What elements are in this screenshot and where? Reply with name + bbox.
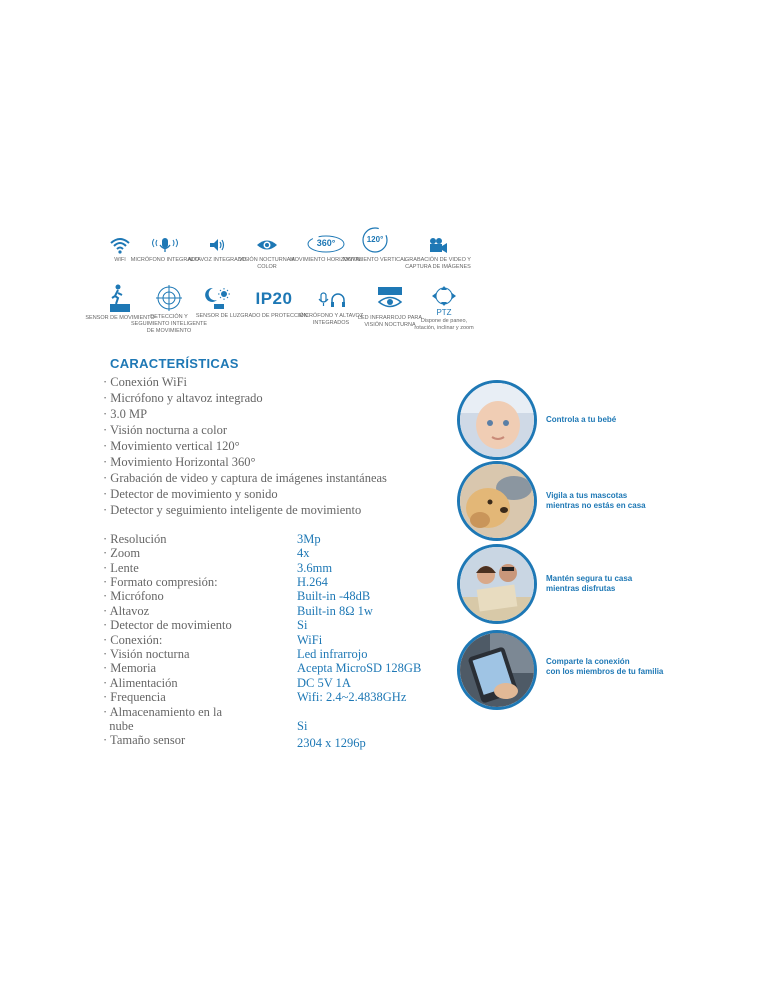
- spec-value: Wifi: 2.4~2.4838GHz: [297, 690, 407, 704]
- list-item: · Grabación de video y captura de imágenes instantáneas: [103, 471, 387, 485]
- rotate-120-label: 120°: [366, 235, 384, 244]
- spec-label: · Resolución: [103, 532, 167, 546]
- spec-label: · Altavoz: [103, 604, 150, 618]
- list-item: · Visión nocturna a color: [103, 423, 227, 437]
- spec-label: · Zoom: [103, 546, 141, 560]
- spec-value: Built-in 8Ω 1w: [297, 604, 373, 618]
- photo-dog: [457, 461, 537, 541]
- rotate-360-label: 360°: [316, 238, 336, 248]
- phone-photo-icon: [460, 633, 534, 707]
- spec-label: · Frequencia: [103, 690, 166, 704]
- spec-label: · Lente: [103, 561, 139, 575]
- use-caption: con los miembros de tu familia: [546, 667, 664, 676]
- icon-caption: VISIÓN NOCTURNA A COLOR: [239, 257, 295, 270]
- crosshair-icon: [156, 285, 182, 311]
- spec-label: · Almacenamiento en la: [103, 705, 223, 719]
- video-camera-icon: [426, 236, 450, 254]
- spec-label: · Visión nocturna: [103, 647, 190, 661]
- spec-value: 3Mp: [297, 532, 321, 546]
- spec-value: WiFi: [297, 633, 323, 647]
- dog-photo-icon: [460, 464, 534, 538]
- use-caption: Vigila a tus mascotas: [546, 491, 628, 500]
- feature-icon-video: [400, 236, 476, 271]
- mic-headphone-icon: [316, 290, 346, 310]
- use-caption: Controla a tu bebé: [546, 415, 617, 424]
- icon-caption: SENSOR DE LUZ: [195, 313, 241, 319]
- couple-photo-icon: [460, 547, 534, 621]
- spec-value: 4x: [297, 546, 310, 560]
- spec-label: · Formato compresión:: [103, 575, 218, 589]
- list-item: · Movimiento vertical 120°: [103, 439, 240, 453]
- spec-value: 3.6mm: [297, 561, 333, 575]
- icon-caption: MOVIMIENTO HORIZONTAL: [290, 257, 362, 263]
- infrared-icon: [375, 286, 405, 312]
- list-item: · Conexión WiFi: [103, 375, 187, 389]
- spec-value: Si: [297, 618, 308, 632]
- ptz-arrows-icon: [430, 285, 458, 307]
- icon-caption: MOVIMIENTO VERTICAL: [343, 257, 407, 263]
- list-item: · Micrófono y altavoz integrado: [103, 391, 263, 405]
- light-sensor-icon: [205, 286, 231, 310]
- spec-label: nube: [103, 719, 134, 733]
- spec-label: · Alimentación: [103, 676, 178, 690]
- feature-icon-ptz: [406, 285, 482, 332]
- use-caption: mientras no estás en casa: [546, 501, 646, 510]
- eye-icon: [255, 236, 279, 254]
- spec-label: · Conexión:: [103, 633, 163, 647]
- use-caption: Mantén segura tu casa: [546, 574, 633, 583]
- icon-caption: MICRÓFONO Y ALTAVOZ INTEGRADOS: [298, 313, 364, 326]
- icon-caption: ALTAVOZ INTEGRADO: [187, 257, 247, 263]
- icon-caption: LED INFRARROJO PARA VISIÓN NOCTURNA: [357, 315, 423, 328]
- spec-label: · Micrófono: [103, 589, 164, 603]
- icon-caption: Dispone de paneo, rotación, inclinar y zoom: [414, 318, 474, 331]
- icon-caption: MICRÓFONO INTEGRADO: [130, 257, 200, 263]
- photo-phone: [457, 630, 537, 710]
- list-item: · Detector y seguimiento inteligente de movimiento: [103, 503, 362, 517]
- list-item: · Detector de movimiento y sonido: [103, 487, 278, 501]
- list-item: · 3.0 MP: [103, 407, 148, 421]
- microphone-icon: [151, 236, 179, 254]
- spec-label: · Tamaño sensor: [103, 733, 186, 747]
- spec-value: Si: [297, 719, 308, 733]
- icon-caption: WIFI: [114, 257, 126, 263]
- list-item: · Movimiento Horizontal 360°: [103, 455, 256, 469]
- icon-caption: DETECCIÓN Y SEGUIMIENTO INTELIGENTE DE MOVIMIENTO: [131, 314, 207, 334]
- baby-photo-icon: [460, 383, 534, 457]
- icon-caption: GRADO DE PROTECCIÓN: [240, 313, 308, 319]
- section-title: CARACTERÍSTICAS: [110, 356, 239, 371]
- photo-baby: [457, 380, 537, 460]
- icon-caption: GRABACIÓN DE VIDEO Y CAPTURA DE IMÁGENES: [405, 257, 471, 270]
- spec-value: 2304 x 1296p: [297, 736, 366, 750]
- spec-value: H.264: [297, 575, 328, 589]
- use-caption: Comparte la conexión: [546, 657, 630, 666]
- motion-sensor-icon: [108, 284, 132, 312]
- spec-label: · Detector de movimiento: [103, 618, 232, 632]
- photo-couple: [457, 544, 537, 624]
- spec-value: Acepta MicroSD 128GB: [297, 661, 422, 675]
- ip20-icon: IP20: [255, 289, 293, 308]
- use-caption: mientras disfrutas: [546, 584, 616, 593]
- spec-label: · Memoria: [103, 661, 157, 675]
- spec-value: Led infrarrojo: [297, 647, 368, 661]
- icon-caption: SENSOR DE MOVIMIENTO: [85, 315, 155, 321]
- spec-value: Built-in -48dB: [297, 589, 371, 603]
- ptz-icon: PTZ: [436, 308, 452, 317]
- speaker-icon: [206, 236, 228, 254]
- spec-value: DC 5V 1A: [297, 676, 351, 690]
